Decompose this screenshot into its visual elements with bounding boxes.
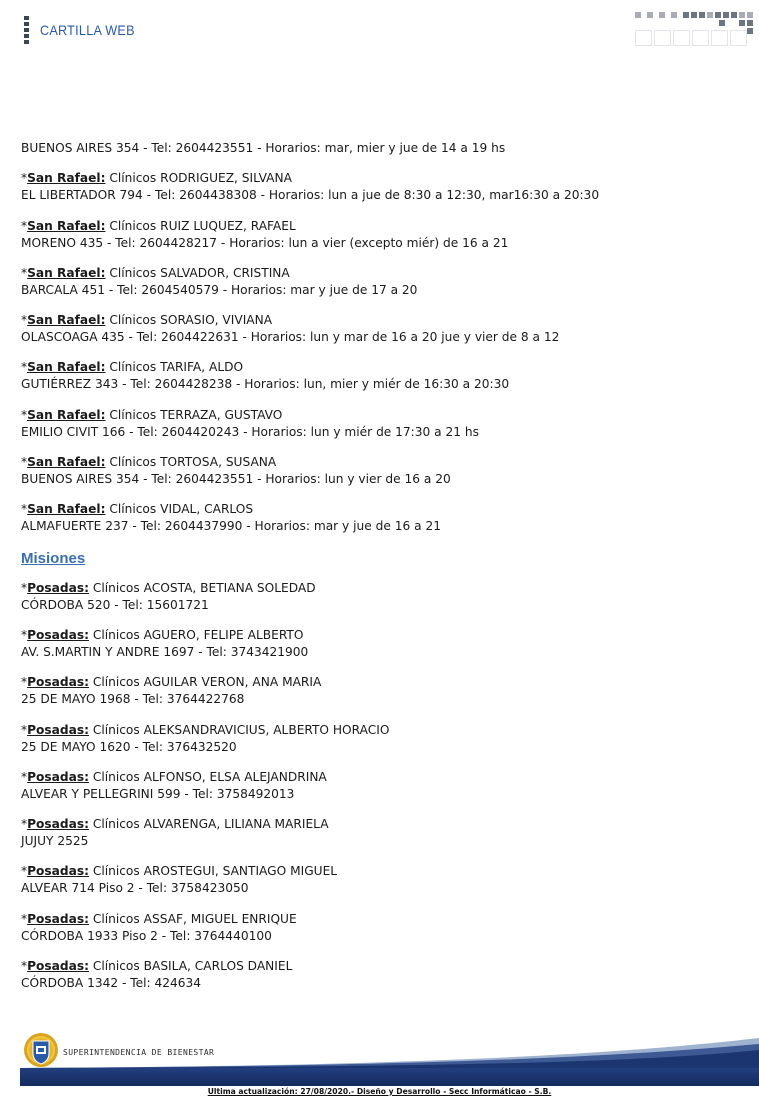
- entry-location: San Rafael:: [27, 265, 106, 280]
- entry-address: BARCALA 451 - Tel: 2604540579 - Horarios: mar y jue de 17 a 20: [21, 282, 418, 297]
- entry-name: Clínicos TARIFA, ALDO: [105, 360, 244, 375]
- list-item: [21, 140, 741, 157]
- entry-name: Clínicos ALVARENGA, LILIANA MARIELA: [88, 817, 329, 832]
- entry-address: GUTIÉRREZ 343 - Tel: 2604428238 - Horarios: lun, mier y miér de 16:30 a 20:30: [21, 377, 510, 392]
- entry-address: BUENOS AIRES 354 - Tel: 2604423551 - Horarios: lun y vier de 16 a 20: [21, 472, 451, 487]
- entry-address: ALVEAR Y PELLEGRINI 599 - Tel: 3758492013: [21, 786, 295, 801]
- entry-address: 25 DE MAYO 1968 - Tel: 3764422768: [21, 692, 245, 707]
- entry-location: Posadas:: [27, 817, 89, 832]
- entry-address: OLASCOAGA 435 - Tel: 2604422631 - Horarios: lun y mar de 16 a 20 jue y vier de 8 a 12: [21, 330, 560, 345]
- entry-location: San Rafael:: [27, 360, 106, 375]
- list-item: *San Rafael: Clínicos RODRIGUEZ, SILVANA EL LIBERTADOR 794 - Tel: 2604438308 - Horarios: lun a jue de 8:30 a 12:30, mar16:30 a 20:30: [21, 170, 741, 204]
- entry-location: San Rafael:: [27, 407, 106, 422]
- entry-location: San Rafael:: [27, 502, 106, 517]
- list-item: *Posadas: Clínicos ALVARENGA, LILIANA MARIELA JUJUY 2525: [21, 816, 741, 850]
- entry-location: Posadas:: [27, 769, 89, 784]
- list-item: *San Rafael: Clínicos TORTOSA, SUSANA BUENOS AIRES 354 - Tel: 2604423551 - Horarios: lun y vier de 16 a 20: [21, 454, 741, 488]
- list-item: *San Rafael: Clínicos VIDAL, CARLOS ALMAFUERTE 237 - Tel: 2604437990 - Horarios: mar y jue de 16 a 21: [21, 501, 741, 535]
- entry-location: Posadas:: [27, 911, 89, 926]
- entry-location: San Rafael:: [27, 313, 106, 328]
- list-item: *Posadas: Clínicos AROSTEGUI, SANTIAGO MIGUEL ALVEAR 714 Piso 2 - Tel: 3758423050: [21, 863, 741, 897]
- entry-address: ALMAFUERTE 237 - Tel: 2604437990 - Horarios: mar y jue de 16 a 21: [21, 519, 441, 534]
- entry-name: Clínicos ALEKSANDRAVICIUS, ALBERTO HORACIO: [88, 722, 390, 737]
- entry-name: Clínicos SORASIO, VIVIANA: [105, 313, 273, 328]
- entry-address: CÓRDOBA 1342 - Tel: 424634: [21, 976, 202, 991]
- entry-address: EMILIO CIVIT 166 - Tel: 2604420243 - Horarios: lun y miér de 17:30 a 21 hs: [21, 424, 479, 439]
- entry-address: 25 DE MAYO 1620 - Tel: 376432520: [21, 739, 237, 754]
- entry-location: San Rafael:: [27, 455, 106, 470]
- bienestar-logo-icon: [23, 1031, 59, 1069]
- list-item: *San Rafael: Clínicos SORASIO, VIVIANA OLASCOAGA 435 - Tel: 2604422631 - Horarios: lun y mar de 16 a 20 jue y vier de 8 a 12: [21, 312, 741, 346]
- entry-name: Clínicos ACOSTA, BETIANA SOLEDAD: [88, 580, 316, 595]
- entry-address: AV. S.MARTIN Y ANDRE 1697 - Tel: 3743421900: [21, 644, 309, 659]
- list-item: *San Rafael: Clínicos TERRAZA, GUSTAVO EMILIO CIVIT 166 - Tel: 2604420243 - Horarios: lun y miér de 17:30 a 21 hs: [21, 407, 741, 441]
- entry-address: ALVEAR 714 Piso 2 - Tel: 3758423050: [21, 881, 249, 896]
- entry-location: Posadas:: [27, 627, 89, 642]
- list-item: *San Rafael: Clínicos TARIFA, ALDO GUTIÉRREZ 343 - Tel: 2604428238 - Horarios: lun, mier y miér de 16:30 a 20:30: [21, 359, 741, 393]
- entry-location: Posadas:: [27, 675, 89, 690]
- entry-location: San Rafael:: [27, 171, 106, 186]
- footer-org-name: SUPERINTENDENCIA DE BIENESTAR: [63, 1048, 215, 1057]
- list-item: *Posadas: Clínicos ASSAF, MIGUEL ENRIQUE CÓRDOBA 1933 Piso 2 - Tel: 3764440100: [21, 911, 741, 945]
- entry-name: Clínicos SALVADOR, CRISTINA: [105, 265, 290, 280]
- entry-name: Clínicos ALFONSO, ELSA ALEJANDRINA: [88, 769, 327, 784]
- list-item: *Posadas: Clínicos AGUERO, FELIPE ALBERTO AV. S.MARTIN Y ANDRE 1697 - Tel: 3743421900: [21, 627, 741, 661]
- decorative-squares: [635, 12, 757, 46]
- entry-name: Clínicos TORTOSA, SUSANA: [105, 455, 277, 470]
- list-item: *Posadas: Clínicos BASILA, CARLOS DANIEL CÓRDOBA 1342 - Tel: 424634: [21, 958, 741, 992]
- entry-address: MORENO 435 - Tel: 2604428217 - Horarios: lun a vier (excepto miér) de 16 a 21: [21, 235, 509, 250]
- header-accent-bar: [24, 16, 29, 46]
- entry-location: Posadas:: [27, 959, 89, 974]
- entry-name: Clínicos AROSTEGUI, SANTIAGO MIGUEL: [88, 864, 338, 879]
- list-item: *Posadas: Clínicos ALEKSANDRAVICIUS, ALBERTO HORACIO 25 DE MAYO 1620 - Tel: 376432520: [21, 722, 741, 756]
- entry-name: Clínicos AGUILAR VERON, ANA MARIA: [88, 675, 322, 690]
- entry-name: Clínicos TERRAZA, GUSTAVO: [105, 407, 283, 422]
- entry-address: BUENOS AIRES 354 - Tel: 2604423551 - Horarios: mar, mier y jue de 14 a 19 hs: [21, 141, 506, 155]
- entry-name: Clínicos RODRIGUEZ, SILVANA: [105, 171, 292, 186]
- entry-address: CÓRDOBA 1933 Piso 2 - Tel: 3764440100: [21, 928, 272, 943]
- entry-name: Clínicos ASSAF, MIGUEL ENRIQUE: [88, 911, 297, 926]
- entry-location: San Rafael:: [27, 218, 106, 233]
- entry-location: Posadas:: [27, 722, 89, 737]
- provider-list: [21, 140, 741, 992]
- entry-address: CÓRDOBA 520 - Tel: 15601721: [21, 597, 209, 612]
- entry-name: Clínicos VIDAL, CARLOS: [105, 502, 254, 517]
- list-item: *San Rafael: Clínicos RUIZ LUQUEZ, RAFAEL MORENO 435 - Tel: 2604428217 - Horarios: lun a vier (excepto miér) de 16 a 21: [21, 218, 741, 252]
- header-title: CARTILLA WEB: [40, 22, 135, 38]
- footer-update-note: Ultima actualización: 27/08/2020.- Diseño y Desarrollo - Secc Informáticao - S.B.: [207, 1087, 552, 1096]
- list-item: *Posadas: Clínicos ALFONSO, ELSA ALEJANDRINA ALVEAR Y PELLEGRINI 599 - Tel: 3758492013: [21, 769, 741, 803]
- footer-band: [20, 1068, 759, 1086]
- list-item: *Posadas: Clínicos AGUILAR VERON, ANA MARIA 25 DE MAYO 1968 - Tel: 3764422768: [21, 674, 741, 708]
- list-item: *Posadas: Clínicos ACOSTA, BETIANA SOLEDAD CÓRDOBA 520 - Tel: 15601721: [21, 580, 741, 614]
- entry-location: Posadas:: [27, 864, 89, 879]
- page-footer: [0, 1028, 759, 1101]
- list-item: *San Rafael: Clínicos SALVADOR, CRISTINA BARCALA 451 - Tel: 2604540579 - Horarios: mar y jue de 17 a 20: [21, 265, 741, 299]
- entry-name: Clínicos BASILA, CARLOS DANIEL: [88, 959, 293, 974]
- entry-name: Clínicos AGUERO, FELIPE ALBERTO: [88, 627, 304, 642]
- entry-address: EL LIBERTADOR 794 - Tel: 2604438308 - Horarios: lun a jue de 8:30 a 12:30, mar16:30 a 20:30: [21, 188, 600, 203]
- entry-address: JUJUY 2525: [21, 834, 89, 849]
- entry-name: Clínicos RUIZ LUQUEZ, RAFAEL: [105, 218, 296, 233]
- entry-location: Posadas:: [27, 580, 89, 595]
- page-header: [0, 0, 759, 60]
- section-heading-misiones: Misiones: [21, 550, 86, 568]
